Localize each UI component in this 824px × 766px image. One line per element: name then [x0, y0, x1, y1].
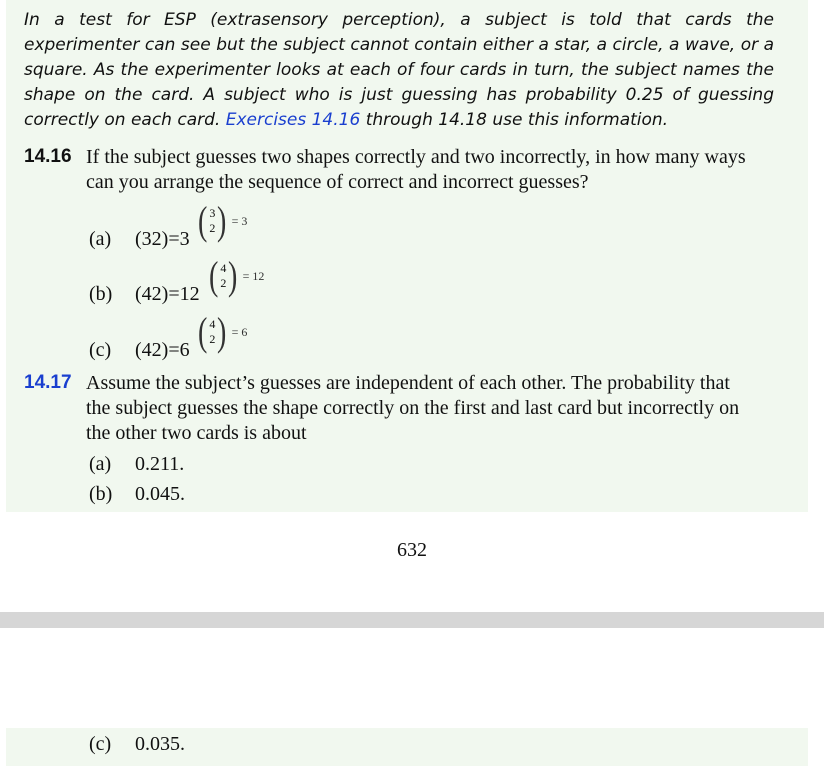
question-number-1416: 14.16 [24, 146, 72, 167]
option-value: 0.035. [135, 733, 185, 755]
intro-paragraph [24, 8, 774, 133]
binomial-fraction [209, 206, 215, 236]
binomial-image-a [196, 199, 247, 243]
option-1416-a[interactable] [89, 227, 190, 252]
binomial-image-c [196, 310, 247, 354]
paren-left: ( [208, 253, 219, 298]
page-number: 632 [397, 539, 427, 561]
option-expression: (42)=6 [135, 339, 190, 361]
binomial-fraction [209, 317, 215, 347]
binomial-bottom: 2 [220, 276, 227, 290]
option-letter: (a) [89, 228, 112, 250]
option-1416-c[interactable] [89, 338, 190, 363]
exercises-link[interactable]: Exercises 14.16 [225, 110, 361, 130]
page-divider [0, 612, 824, 628]
paren-right: ) [228, 253, 238, 298]
binomial-result: = 12 [242, 268, 265, 283]
question-number-1417[interactable]: 14.17 [24, 372, 72, 393]
option-expression: (42)=12 [135, 283, 200, 305]
binomial-result: = 6 [231, 324, 248, 339]
option-1416-b[interactable] [89, 282, 200, 307]
option-value: 0.045. [135, 483, 185, 505]
question-text-1416: If the subject guesses two shapes correctly and two incorrectly, in how many ways can you arrange the sequence of correct and incorrect guesses? [86, 146, 746, 193]
option-letter: (c) [89, 339, 112, 361]
question-text-1417: Assume the subject’s guesses are independent of each other. The probability that the subject guesses the shape correctly on the first and last card but incorrectly on the other two cards is about [86, 372, 740, 444]
paren-left: ( [197, 309, 208, 354]
option-1417-c[interactable] [89, 732, 185, 757]
paren-right: ) [217, 309, 227, 354]
option-letter: (c) [89, 733, 112, 755]
binomial-image-b [207, 254, 264, 298]
option-1417-a[interactable] [89, 452, 185, 477]
binomial-top: 4 [220, 261, 227, 275]
option-expression: (32)=3 [135, 228, 190, 250]
option-letter: (b) [89, 483, 113, 505]
option-value: 0.211. [135, 453, 185, 475]
binomial-bottom: 2 [209, 332, 216, 346]
intro-tail: through 14.18 use this information. [360, 110, 669, 130]
paren-right: ) [217, 198, 227, 243]
binomial-bottom: 2 [209, 221, 216, 235]
binomial-top: 4 [209, 317, 216, 331]
option-1417-b[interactable] [89, 482, 185, 507]
paren-left: ( [197, 198, 208, 243]
option-letter: (b) [89, 283, 113, 305]
option-letter: (a) [89, 453, 112, 475]
intro-text: In a test for ESP (extrasensory perception), a subject is told that cards the experimenter can see but the subject cannot contain either a star, a circle, a wave, or a square. As the experimenter looks at each of four cards in turn, the subject names the shape on the card. A subject who is just guessing has probability 0.25 of guessing correctly on each card. [24, 10, 774, 130]
binomial-top: 3 [209, 206, 216, 220]
binomial-result: = 3 [231, 213, 248, 228]
binomial-fraction [220, 261, 226, 291]
